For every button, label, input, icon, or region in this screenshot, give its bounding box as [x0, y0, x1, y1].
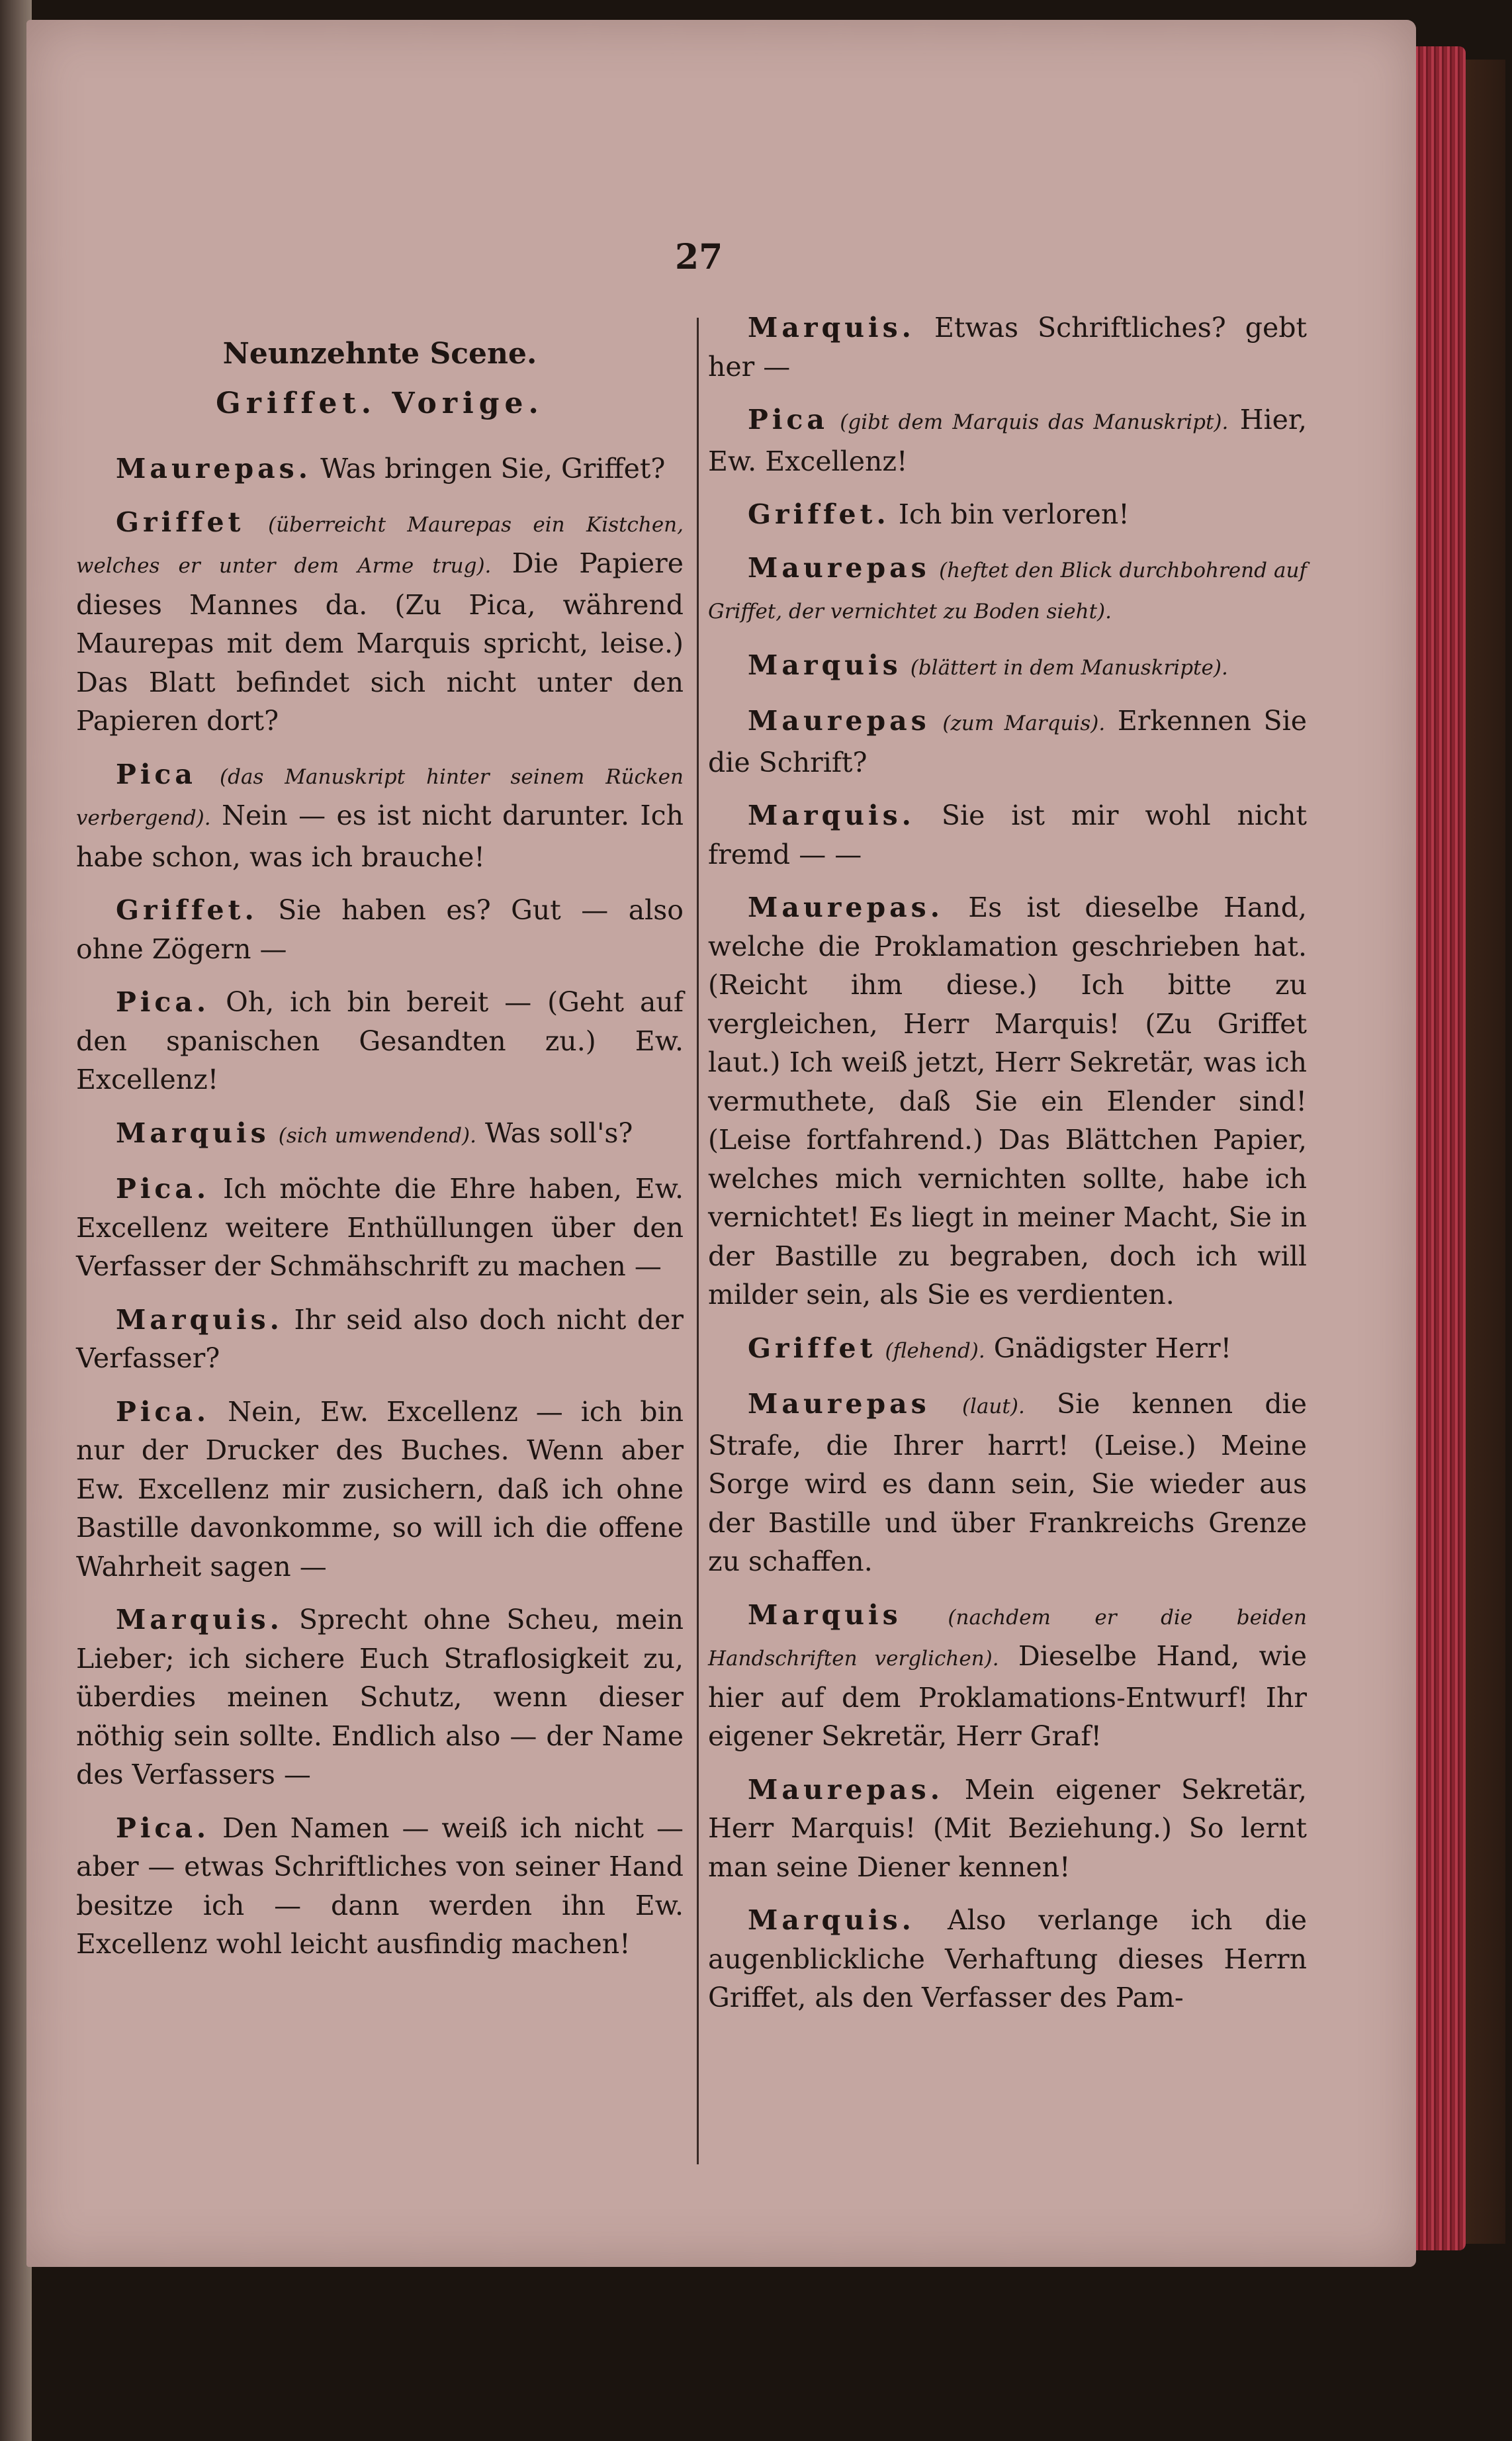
speaker-name: Pica. [116, 1812, 210, 1844]
speech-text: Oh, ich bin bereit — (Geht auf den spanischen Gesandten zu.) Ew. Excellenz! [76, 986, 684, 1095]
speaker-name: Marquis [748, 649, 902, 681]
speech-text: Was soll's? [485, 1117, 633, 1149]
speech-paragraph [708, 400, 1307, 481]
speech-text: Nein, Ew. Excellenz — ich bin nur der Drucker des Buches. Wenn aber Ew. Excellenz mir zusichern, daß ich ohne Bastille davonkomme, so will ich die offene Wahrheit sagen — [76, 1395, 684, 1583]
speech-paragraph [708, 796, 1307, 874]
speaker-name: Marquis. [116, 1604, 283, 1635]
speech-paragraph [708, 1771, 1307, 1887]
speaker-name: Maurepas [748, 705, 930, 737]
speaker-name: Griffet. [116, 894, 258, 926]
speech-paragraph [708, 308, 1307, 386]
speech-paragraph [708, 1901, 1307, 2017]
speaker-name: Marquis. [116, 1303, 283, 1336]
speech-text: Sie haben es? Gut — also ohne Zögern — [76, 894, 684, 965]
speech-paragraph [76, 1600, 684, 1794]
book-cover-edge [1459, 60, 1505, 2244]
stage-direction: (zum Marquis). [942, 712, 1106, 735]
speech-text: Erkennen Sie die Schrift? [708, 705, 1307, 778]
speech-text: Hier, Ew. Excellenz! [708, 404, 1307, 477]
speech-text: Es ist dieselbe Hand, welche die Proklamation geschrieben hat. (Reicht ihm diese.) Ich bitte zu vergleichen, Herr Marquis! (Zu Griffet laut.) Ich weiß jetzt, Herr Sekretär, was ich vermuthete, daß Sie ein Elender sind! (Leise fortfahrend.) Das Blättchen Papier, welches mich vernichten sollte, habe ich vernichtet! Es liegt in meiner Macht, Sie in der Bastille zu begraben, doch ich will milder sein, als Sie es verdienten. [708, 892, 1307, 1311]
speaker-name: Marquis. [748, 1904, 915, 1936]
speaker-name: Pica. [116, 986, 210, 1018]
speech-text: Dieselbe Hand, wie hier auf dem Proklamations-Entwurf! Ihr eigener Sekretär, Herr Graf! [708, 1640, 1307, 1752]
speech-text: Die Papiere dieses Mannes da. (Zu Pica, während Maurepas mit dem Marquis spricht, leise.) Das Blatt befindet sich nicht unter den Papieren dort? [76, 547, 684, 737]
speaker-name: Pica [116, 758, 197, 790]
right-column [708, 308, 1307, 2032]
speech-text: Den Namen — weiß ich nicht — aber — etwas Schriftliches von seiner Hand besitze ich — dann werden ihn Ew. Excellenz wohl leicht ausfindig machen! [76, 1812, 684, 1960]
speech-paragraph [76, 1393, 684, 1587]
speech-paragraph [76, 1114, 684, 1156]
stage-direction: (überreicht Maurepas ein Kistchen, welches er unter dem Arme trug). [76, 512, 684, 578]
page-number: 27 [675, 237, 723, 277]
speech-text: Sie ist mir wohl nicht fremd — — [708, 800, 1307, 870]
speech-text: Sie kennen die Strafe, die Ihrer harrt! (Leise.) Meine Sorge wird es dann sein, Sie wieder aus der Bastille und über Frankreichs Grenze zu schaffen. [708, 1388, 1307, 1577]
stage-direction: (heftet den Blick durchbohrend auf Griffet, der vernichtet zu Boden sieht). [708, 558, 1307, 623]
speech-text: Ich möchte die Ehre haben, Ew. Excellenz weitere Enthüllungen über den Verfasser der Schmähschrift zu machen — [76, 1173, 684, 1282]
speaker-name: Pica [748, 404, 828, 436]
speaker-name: Griffet [116, 506, 245, 538]
speech-paragraph [76, 891, 684, 968]
speaker-name: Griffet [748, 1332, 877, 1364]
speech-paragraph [76, 1809, 684, 1964]
speech-paragraph [708, 495, 1307, 534]
speaker-name: Maurepas. [116, 453, 312, 484]
speech-text: Gnädigster Herr! [993, 1332, 1232, 1364]
speech-paragraph [76, 1301, 684, 1378]
speaker-name: Marquis [116, 1117, 270, 1149]
speech-text: Nein — es ist nicht darunter. Ich habe schon, was ich brauche! [76, 800, 684, 873]
stage-direction: (flehend). [885, 1338, 985, 1363]
speaker-name: Marquis [748, 1598, 902, 1631]
speaker-name: Marquis. [748, 800, 915, 831]
speaker-name: Maurepas [748, 551, 930, 584]
speech-paragraph [708, 888, 1307, 1314]
cast-line: Griffet. Vorige. [216, 386, 544, 420]
speaker-name: Marquis. [748, 312, 915, 344]
stage-direction: (laut). [961, 1395, 1025, 1418]
speaker-name: Pica. [116, 1395, 210, 1428]
scene-title: Neunzehnte Scene. [222, 337, 537, 371]
speech-paragraph [708, 1385, 1307, 1581]
speech-paragraph [708, 702, 1307, 782]
speaker-name: Griffet. [748, 498, 890, 530]
speech-paragraph [708, 1329, 1307, 1371]
speech-text: Also verlange ich die augenblickliche Verhaftung dieses Herrn Griffet, als den Verfasser des Pam- [708, 1904, 1307, 2013]
speech-paragraph [76, 449, 684, 488]
speaker-name: Pica. [116, 1173, 210, 1205]
speaker-name: Maurepas. [748, 892, 944, 923]
speech-paragraph [708, 549, 1307, 631]
speech-text: Ich bin verloren! [898, 498, 1130, 530]
stage-direction: (nachdem er die beiden Handschriften verglichen). [708, 1605, 1307, 1671]
speech-text: Etwas Schriftliches? gebt her — [708, 312, 1307, 383]
speech-text: Sprecht ohne Scheu, mein Lieber; ich sichere Euch Straflosigkeit zu, überdies meinen Schutz, wenn dieser nöthig sein sollte. Endlich also — der Name des Verfassers — [76, 1604, 684, 1790]
left-column [76, 308, 684, 1978]
speech-paragraph [76, 503, 684, 741]
speaker-name: Maurepas [748, 1388, 930, 1420]
stage-direction: (blättert in dem Manuskripte). [910, 655, 1228, 680]
speech-text: Was bringen Sie, Griffet? [320, 453, 666, 484]
speech-paragraph [708, 646, 1307, 688]
speech-paragraph [76, 755, 684, 877]
speech-paragraph [76, 1170, 684, 1286]
stage-direction: (gibt dem Marquis das Manuskript). [840, 410, 1229, 434]
stage-direction: (das Manuskript hinter seinem Rücken verbergend). [76, 764, 684, 830]
column-divider [697, 318, 699, 2164]
speech-text: Ihr seid also doch nicht der Verfasser? [76, 1303, 684, 1374]
speaker-name: Maurepas. [748, 1773, 944, 1806]
speech-text: Mein eigener Sekretär, Herr Marquis! (Mit Beziehung.) So lernt man seine Diener kennen! [708, 1773, 1307, 1883]
speech-paragraph [76, 983, 684, 1099]
stage-direction: (sich umwendend). [278, 1123, 476, 1148]
speech-paragraph [708, 1596, 1307, 1756]
